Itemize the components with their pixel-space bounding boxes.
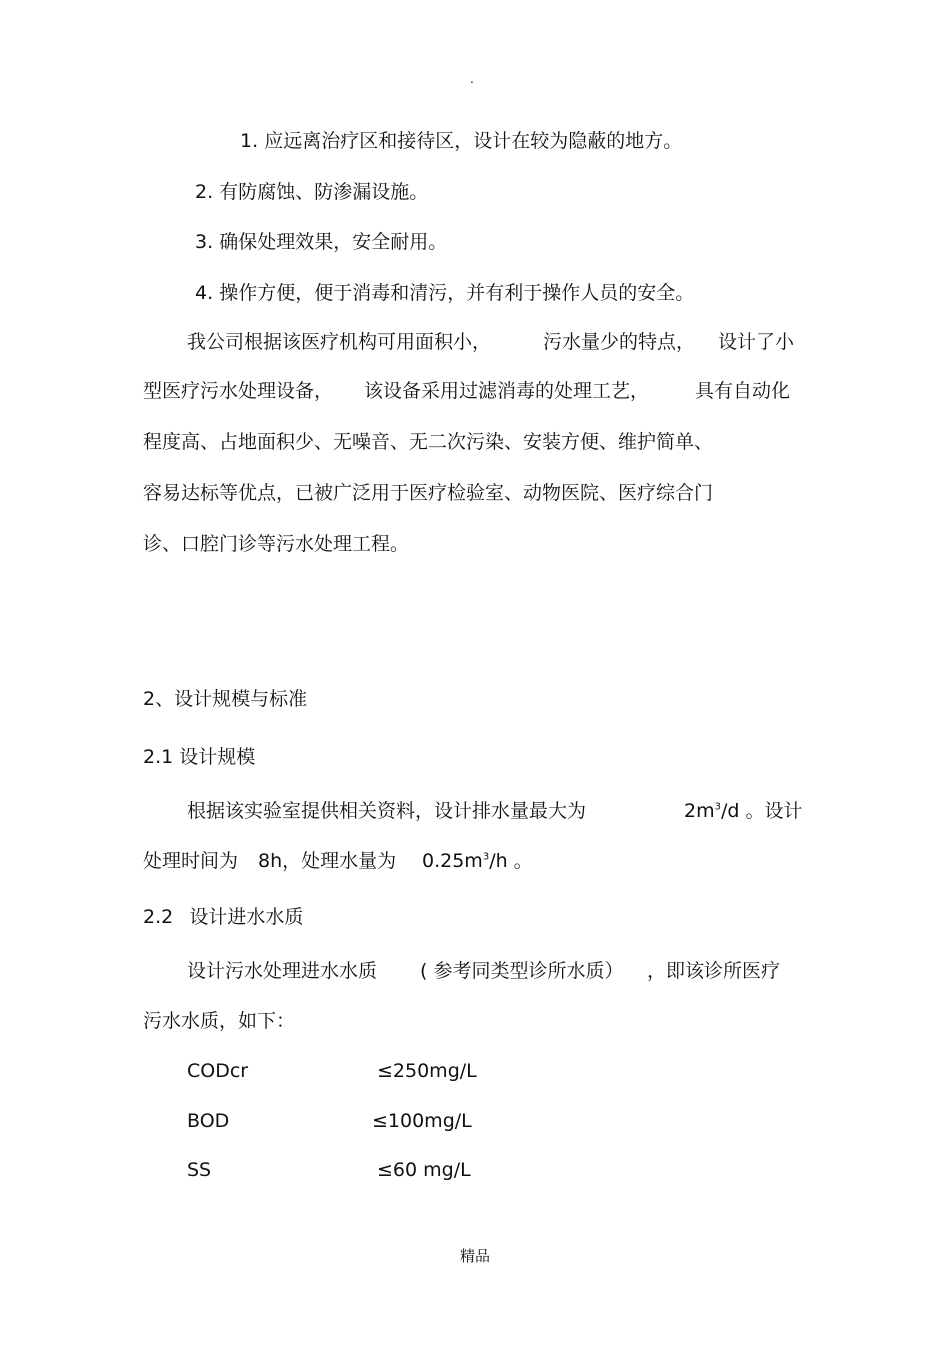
list-item-text: 确保处理效果，安全耐用。 [219,231,448,253]
subsection-title: 设计规模 [179,746,256,768]
text-segment: /h 。 [489,850,533,872]
param-value: ≤250mg/L [377,1060,477,1082]
text-segment: 8h，处理水量为 [258,850,397,872]
page-footer: 精品 [459,1247,490,1265]
paragraph-line [187,330,491,354]
text-segment: 型医疗污水处理设备， [143,380,334,402]
paragraph-line: 污水水质，如下： [143,1010,296,1032]
paragraph-line: 程度高、占地面积少、无噪音、无二次污染、安装方便、维护简单、 [143,431,714,453]
paragraph-line [695,379,790,403]
paragraph-line [143,379,333,403]
paragraph-line [647,959,780,983]
subsection-number: 2.2 [143,906,174,928]
text-segment: 具有自动化 [695,380,791,402]
param-name: CODcr [187,1060,249,1082]
superscript: 3 [714,801,721,813]
text-segment: /d 。设计 [720,800,803,822]
paragraph-line [684,799,803,823]
text-segment: ，即该诊所医疗 [647,960,781,982]
list-item-text: 应远离治疗区和接待区，设计在较为隐蔽的地方。 [264,130,683,152]
paragraph-line [258,849,396,873]
paragraph-line: 容易达标等优点，已被广泛用于医疗检验室、动物医院、医疗综合门 [143,482,714,504]
superscript: 3 [482,851,490,863]
param-value: ≤60 mg/L [377,1159,471,1181]
list-item-text: 操作方便，便于消毒和清污，并有利于操作人员的安全。 [219,282,695,304]
param-name: SS [187,1159,212,1181]
list-item [195,281,694,305]
text-segment: 处理时间为 [143,850,239,872]
paragraph-line [422,849,533,873]
text-segment: 根据该实验室提供相关资料，设计排水量最大为 [187,800,587,822]
text-segment: 污水量少的特点， [543,331,696,353]
paragraph-line [420,959,623,983]
text-segment: 0.25m [422,850,483,872]
list-item [240,129,682,153]
paragraph-line [187,799,586,823]
param-value: ≤100mg/L [372,1110,472,1132]
paragraph-line [143,849,238,873]
param-name: BOD [187,1110,230,1132]
subsection-heading [143,745,255,769]
text-segment: 设计了小 [718,331,795,353]
list-item [195,180,428,204]
text-segment: 2m [684,800,715,822]
section-heading: 2、设计规模与标准 [143,688,308,710]
paragraph-line: 诊、口腔门诊等污水处理工程。 [143,533,410,555]
list-item-number: 1. [240,130,259,152]
subsection-number: 2.1 [143,746,174,768]
text-segment: 该设备采用过滤消毒的处理工艺， [364,380,650,402]
text-segment: 设计污水处理进水水质 [187,960,378,982]
paragraph-line [364,379,649,403]
subsection-title: 设计进水水质 [189,906,304,928]
text-segment: ( 参考同类型诊所水质） [420,960,624,982]
header-mark: . [470,72,474,86]
list-item [195,230,447,254]
list-item-text: 有防腐蚀、防渗漏设施。 [219,181,429,203]
list-item-number: 3. [195,231,214,253]
paragraph-line [543,330,695,354]
list-item-number: 2. [195,181,214,203]
paragraph-line [718,330,794,354]
list-item-number: 4. [195,282,214,304]
text-segment: 我公司根据该医疗机构可用面积小， [187,331,492,353]
subsection-heading [143,905,303,929]
paragraph-line [187,959,377,983]
